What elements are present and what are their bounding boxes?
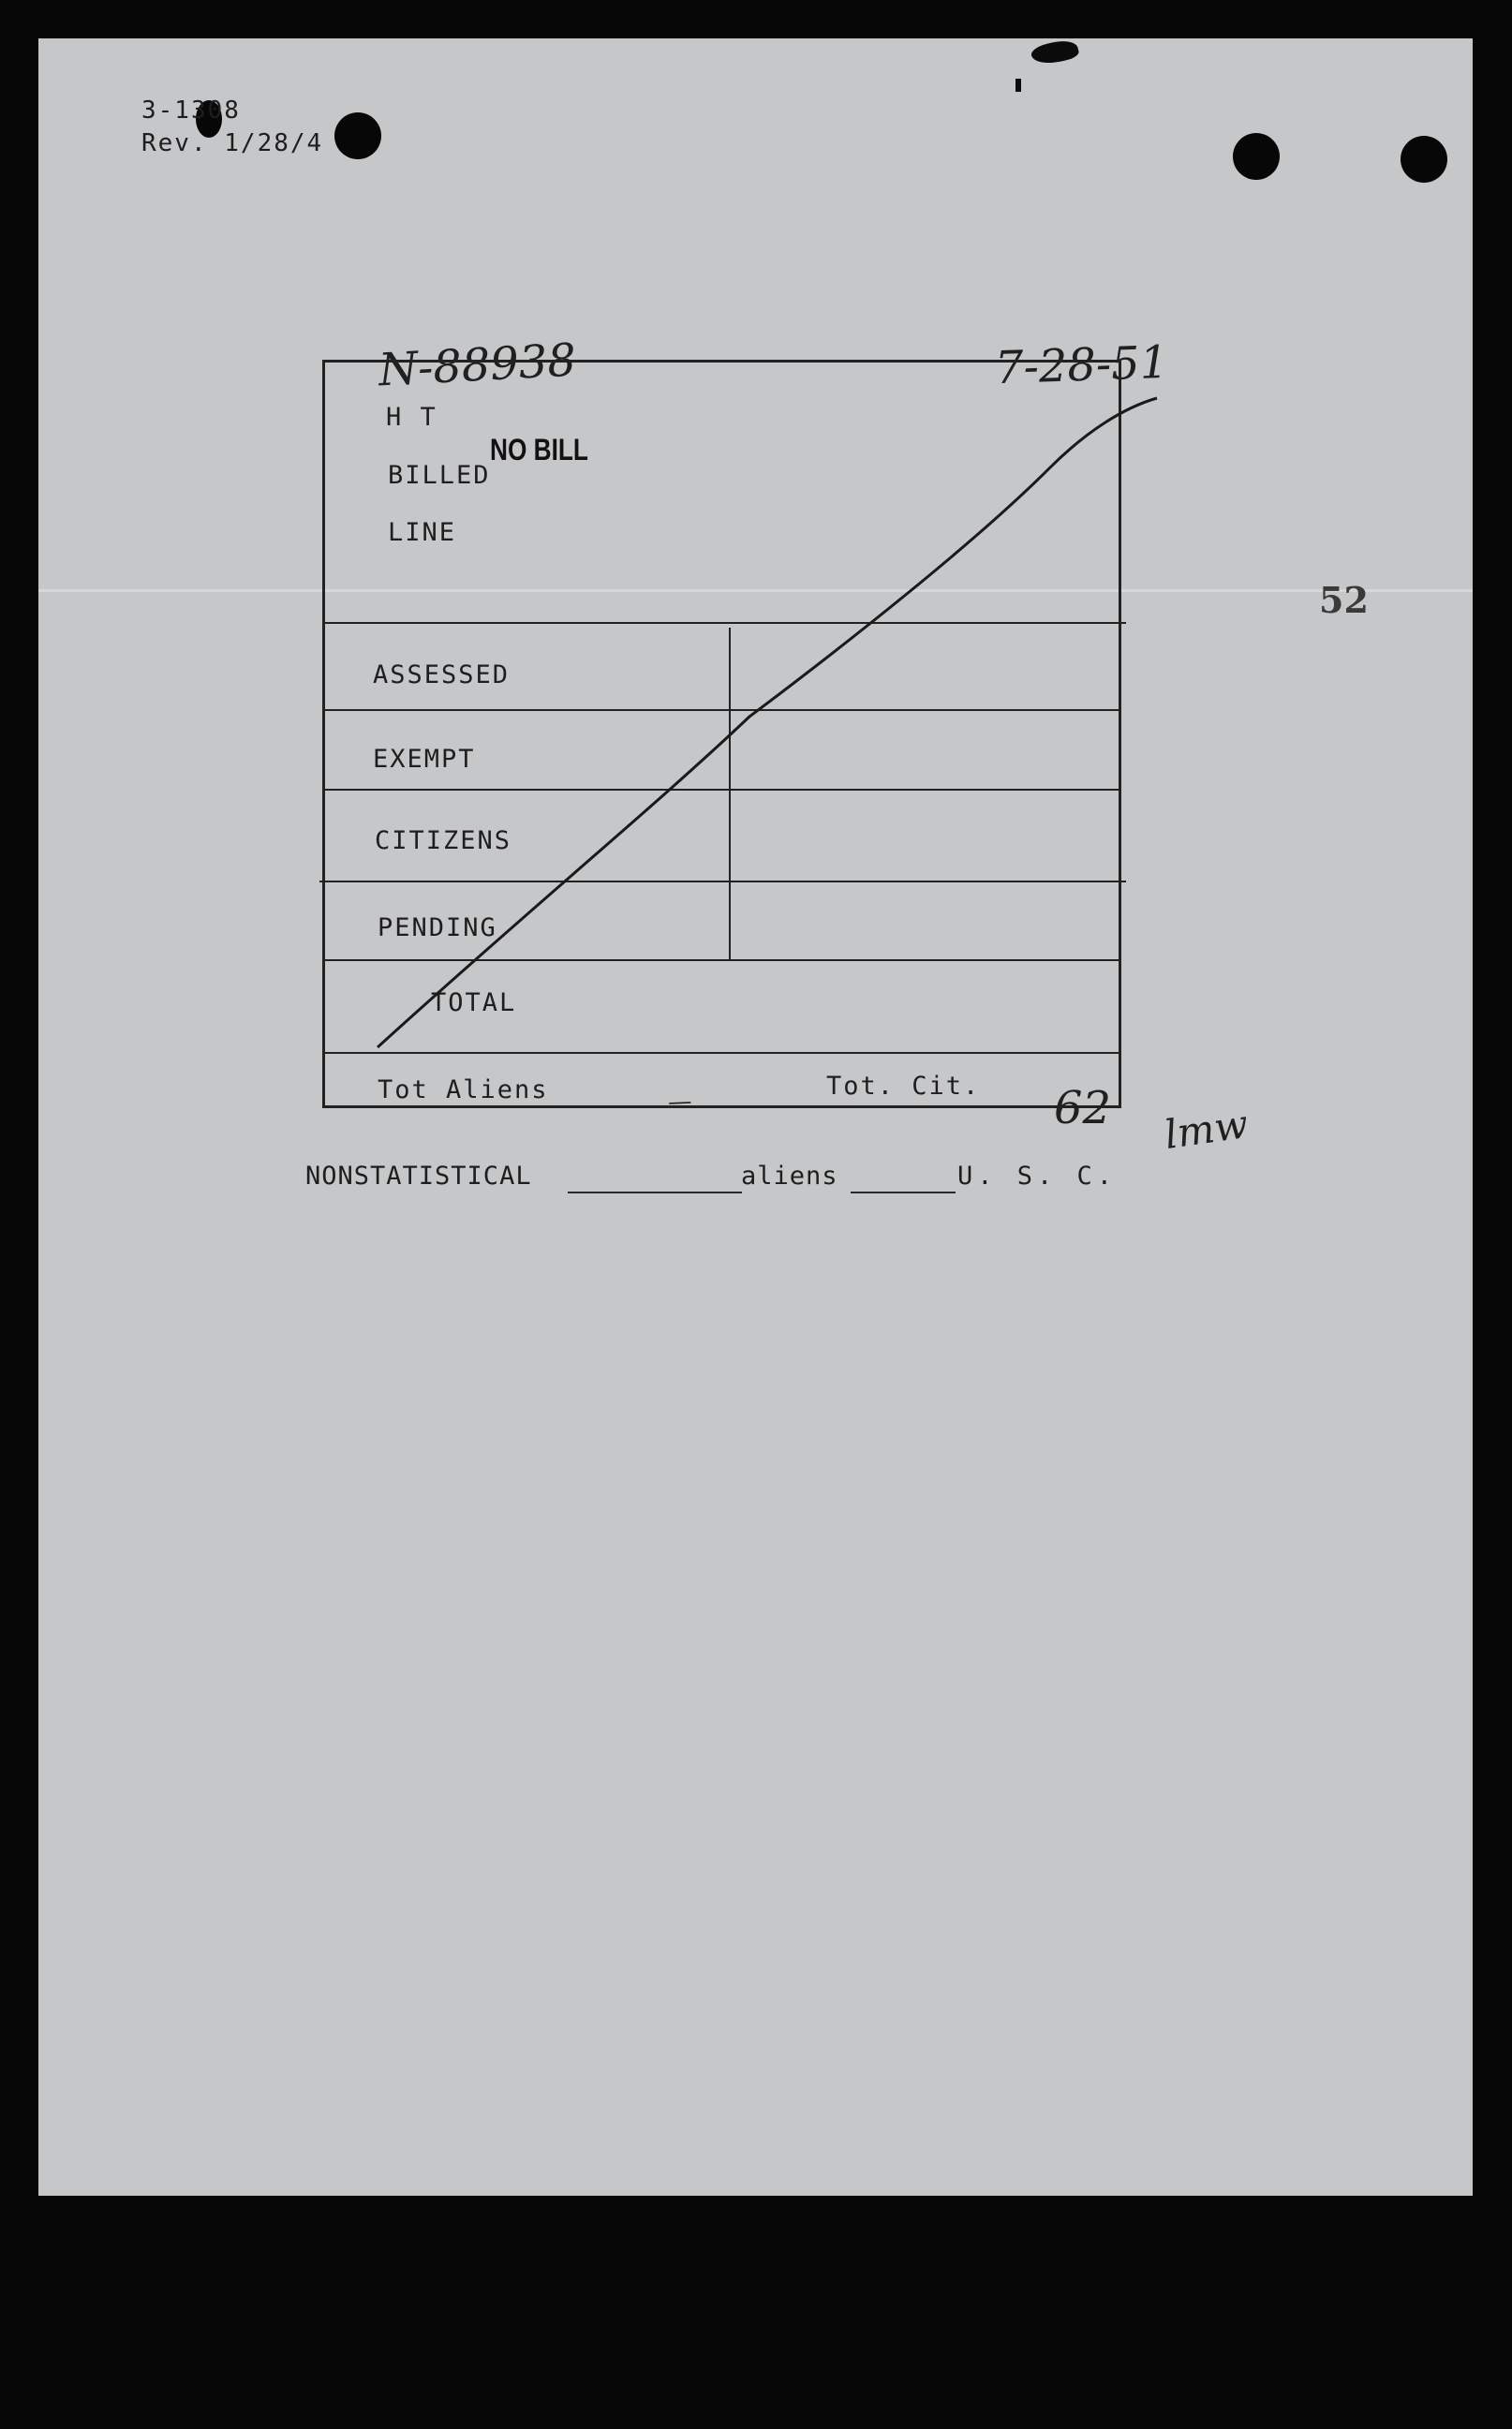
no-bill-stamp: NO BILL <box>490 433 588 467</box>
page-number: 52 <box>1319 579 1369 621</box>
label-assessed: ASSESSED <box>373 660 511 689</box>
label-tot-cit: Tot. Cit. <box>826 1072 981 1101</box>
label-usc: U. S. C. <box>957 1162 1118 1191</box>
handwritten-count: 62 <box>1054 1082 1112 1134</box>
label-total: TOTAL <box>431 988 517 1017</box>
handwritten-file-number: N-88938 <box>377 333 578 397</box>
label-citizens: CITIZENS <box>375 826 512 855</box>
form-number: 3-1308 <box>141 96 241 125</box>
label-exempt: EXEMPT <box>373 745 476 774</box>
label-aliens: aliens <box>741 1162 838 1191</box>
label-nonstatistical: NONSTATISTICAL <box>305 1162 532 1191</box>
form-revision: Rev. 1/28/4 <box>141 129 324 157</box>
handwritten-date: 7-28-51 <box>994 335 1170 395</box>
label-ht: H T <box>386 403 437 432</box>
label-line: LINE <box>388 518 457 547</box>
handwritten-initials: lmw <box>1162 1101 1252 1158</box>
label-billed: BILLED <box>388 461 491 490</box>
label-tot-aliens: Tot Aliens <box>378 1075 549 1104</box>
label-pending: PENDING <box>378 913 497 942</box>
value-tot-aliens: — <box>667 1088 695 1116</box>
